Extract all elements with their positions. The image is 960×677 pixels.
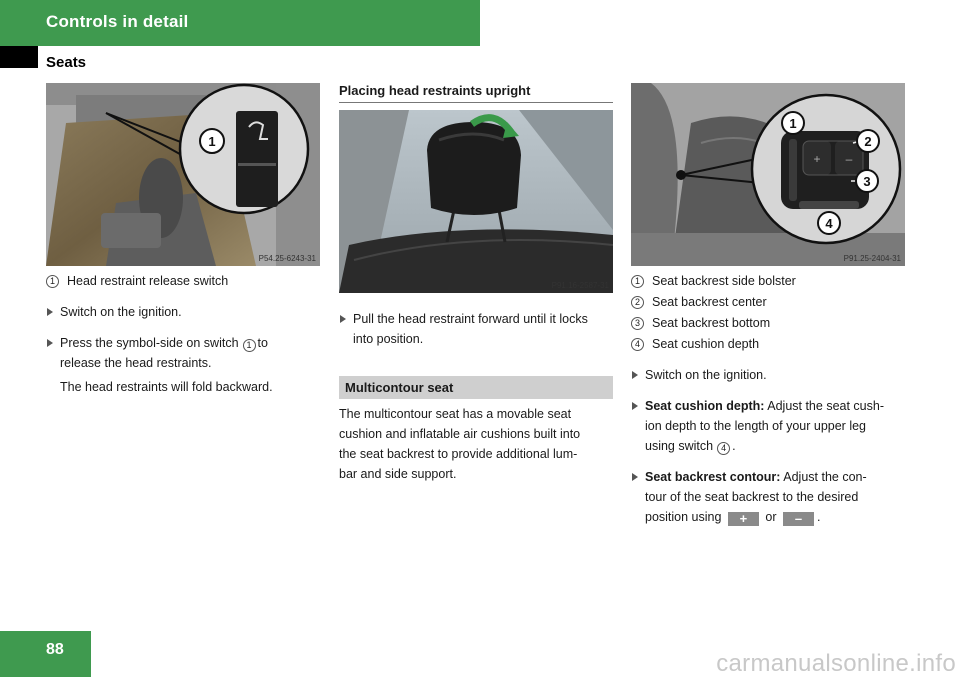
step-cushion-depth: Seat cushion depth: Adjust the seat cush- ion depth to the length of your upper leg using switch 4 . xyxy=(631,396,911,456)
column-3-text xyxy=(631,271,911,527)
column-2-step xyxy=(339,298,615,349)
callout-2: 2 xyxy=(864,134,872,149)
column-1-text xyxy=(46,271,320,397)
subsection-heading: Placing head restraints upright xyxy=(339,83,613,103)
callout-3: 3 xyxy=(863,174,871,189)
page-number: 88 xyxy=(46,641,64,658)
watermark: carmanualsonline.info xyxy=(716,650,956,677)
step-backrest-contour: Seat backrest contour: Adjust the con- tour of the seat backrest to the desired position using + or – . xyxy=(631,467,911,527)
caption-4: 4 Seat cushion depth xyxy=(631,334,911,354)
photo-code: P91.25-2404-31 xyxy=(843,254,901,263)
ref-number: 4 xyxy=(717,442,730,455)
step-pull-forward: Pull the head restraint forward until it locks into position. xyxy=(339,309,615,349)
svg-text:+: + xyxy=(813,152,821,166)
caption-text: Head restraint release switch xyxy=(67,274,229,288)
plus-key-symbol: + xyxy=(728,512,759,526)
callout-1: 1 xyxy=(208,134,216,149)
seat-controls-illustration xyxy=(631,83,905,266)
photo-head-restraint xyxy=(339,110,613,293)
minus-key-symbol: – xyxy=(783,512,814,526)
caption xyxy=(46,271,320,291)
step-result: The head restraints will fold backward. xyxy=(60,380,273,394)
step-ignition: Switch on the ignition. xyxy=(46,302,320,322)
svg-text:–: – xyxy=(845,152,853,166)
callout-1: 1 xyxy=(789,116,797,131)
caption-number: 1 xyxy=(46,275,59,288)
console-illustration xyxy=(46,83,320,266)
multicontour-paragraph: The multicontour seat has a movable seat cushion and inflatable air cushions built into the seat backrest to provide additional lum- bar and side support. xyxy=(339,407,581,481)
chapter-title: Controls in detail xyxy=(46,12,189,31)
multicontour-heading-box xyxy=(339,376,613,399)
step-press-switch: Press the symbol-side on switch 1 to release the head restraints. xyxy=(46,333,320,373)
caption-3: 3 Seat backrest bottom xyxy=(631,313,911,333)
photo-head-restraint-switch xyxy=(46,83,320,266)
box-heading: Multicontour seat xyxy=(345,380,454,395)
ref-number: 1 xyxy=(243,339,256,352)
callout-4: 4 xyxy=(825,216,833,231)
head-restraint-illustration xyxy=(339,110,613,293)
photo-code: P54.25-6243-31 xyxy=(258,254,316,263)
caption-2: 2 Seat backrest center xyxy=(631,292,911,312)
step-ignition: Switch on the ignition. xyxy=(631,365,911,385)
caption-1: 1 Seat backrest side bolster xyxy=(631,271,911,291)
section-title: Seats xyxy=(46,54,87,71)
photo-code: P91.16-2587-31 xyxy=(551,281,609,290)
section-marker xyxy=(0,46,38,68)
photo-seat-controls xyxy=(631,83,905,266)
